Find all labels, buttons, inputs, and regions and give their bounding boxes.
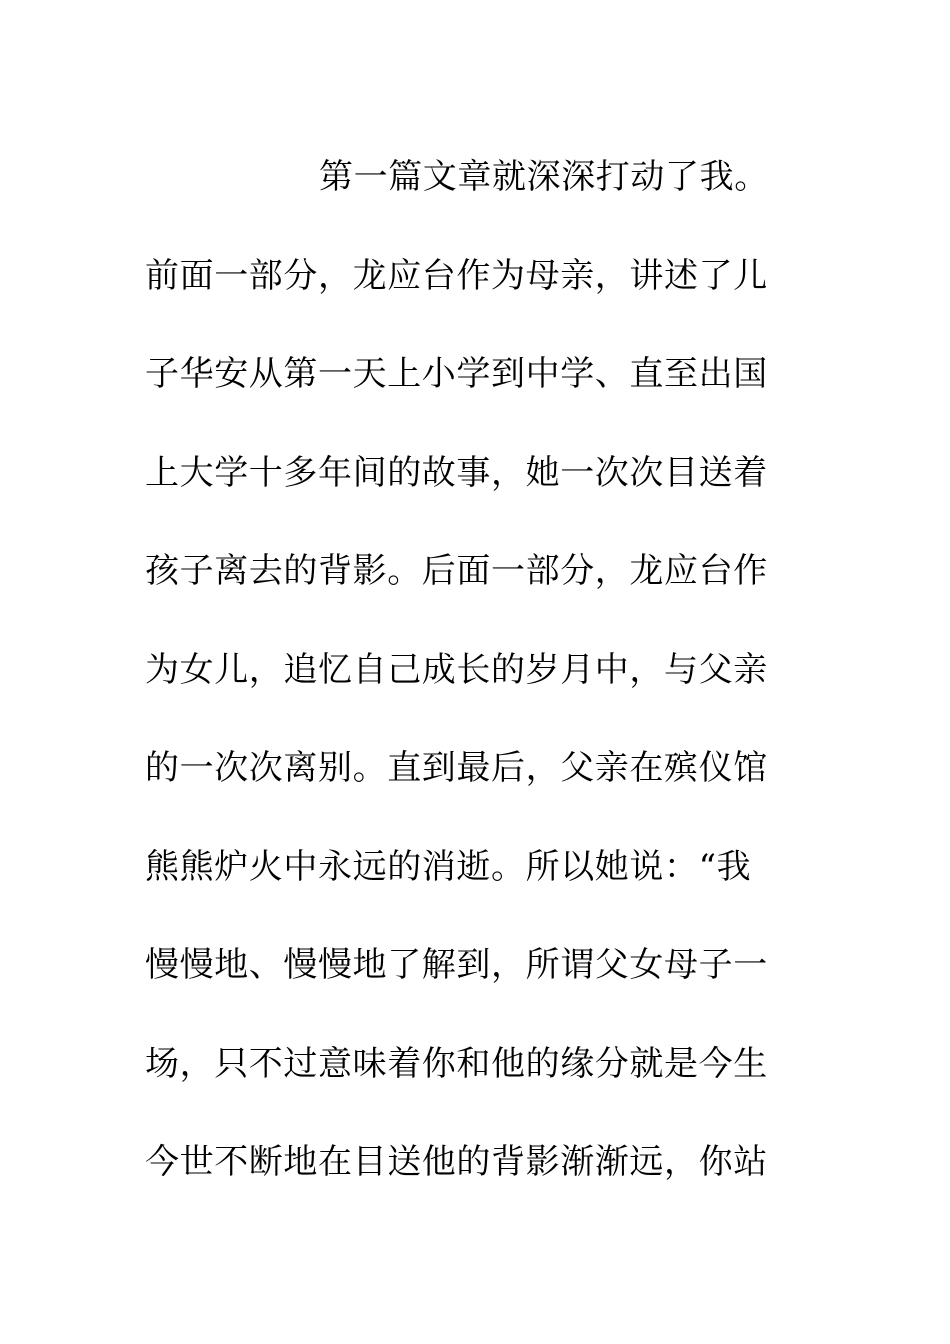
text-line: 上大学十多年间的故事，她一次次目送着: [145, 452, 768, 493]
text-line: 熊熊炉火中永远的消逝。所以她说：“我: [145, 846, 752, 887]
text-line: 第一篇文章就深深打动了我。: [319, 157, 769, 197]
body-paragraph: [145, 128, 785, 1212]
text-line: 场，只不过意味着你和他的缘分就是今生: [145, 1043, 768, 1084]
text-line: 的一次次离别。直到最后，父亲在殡仪馆: [145, 748, 768, 788]
text-line: 为女儿，追忆自己成长的岁月中，与父亲: [145, 649, 768, 690]
text-line: 今世不断地在目送他的背影渐渐远，你站: [145, 1142, 768, 1182]
text-line: 子华安从第一天上小学到中学、直至出国: [145, 354, 768, 394]
text-line: 慢慢地、慢慢地了解到，所谓父女母子一: [145, 945, 768, 985]
text-line: 前面一部分，龙应台作为母亲，讲述了儿: [145, 255, 768, 296]
text-line: 孩子离去的背影。后面一部分，龙应台作: [145, 551, 768, 591]
